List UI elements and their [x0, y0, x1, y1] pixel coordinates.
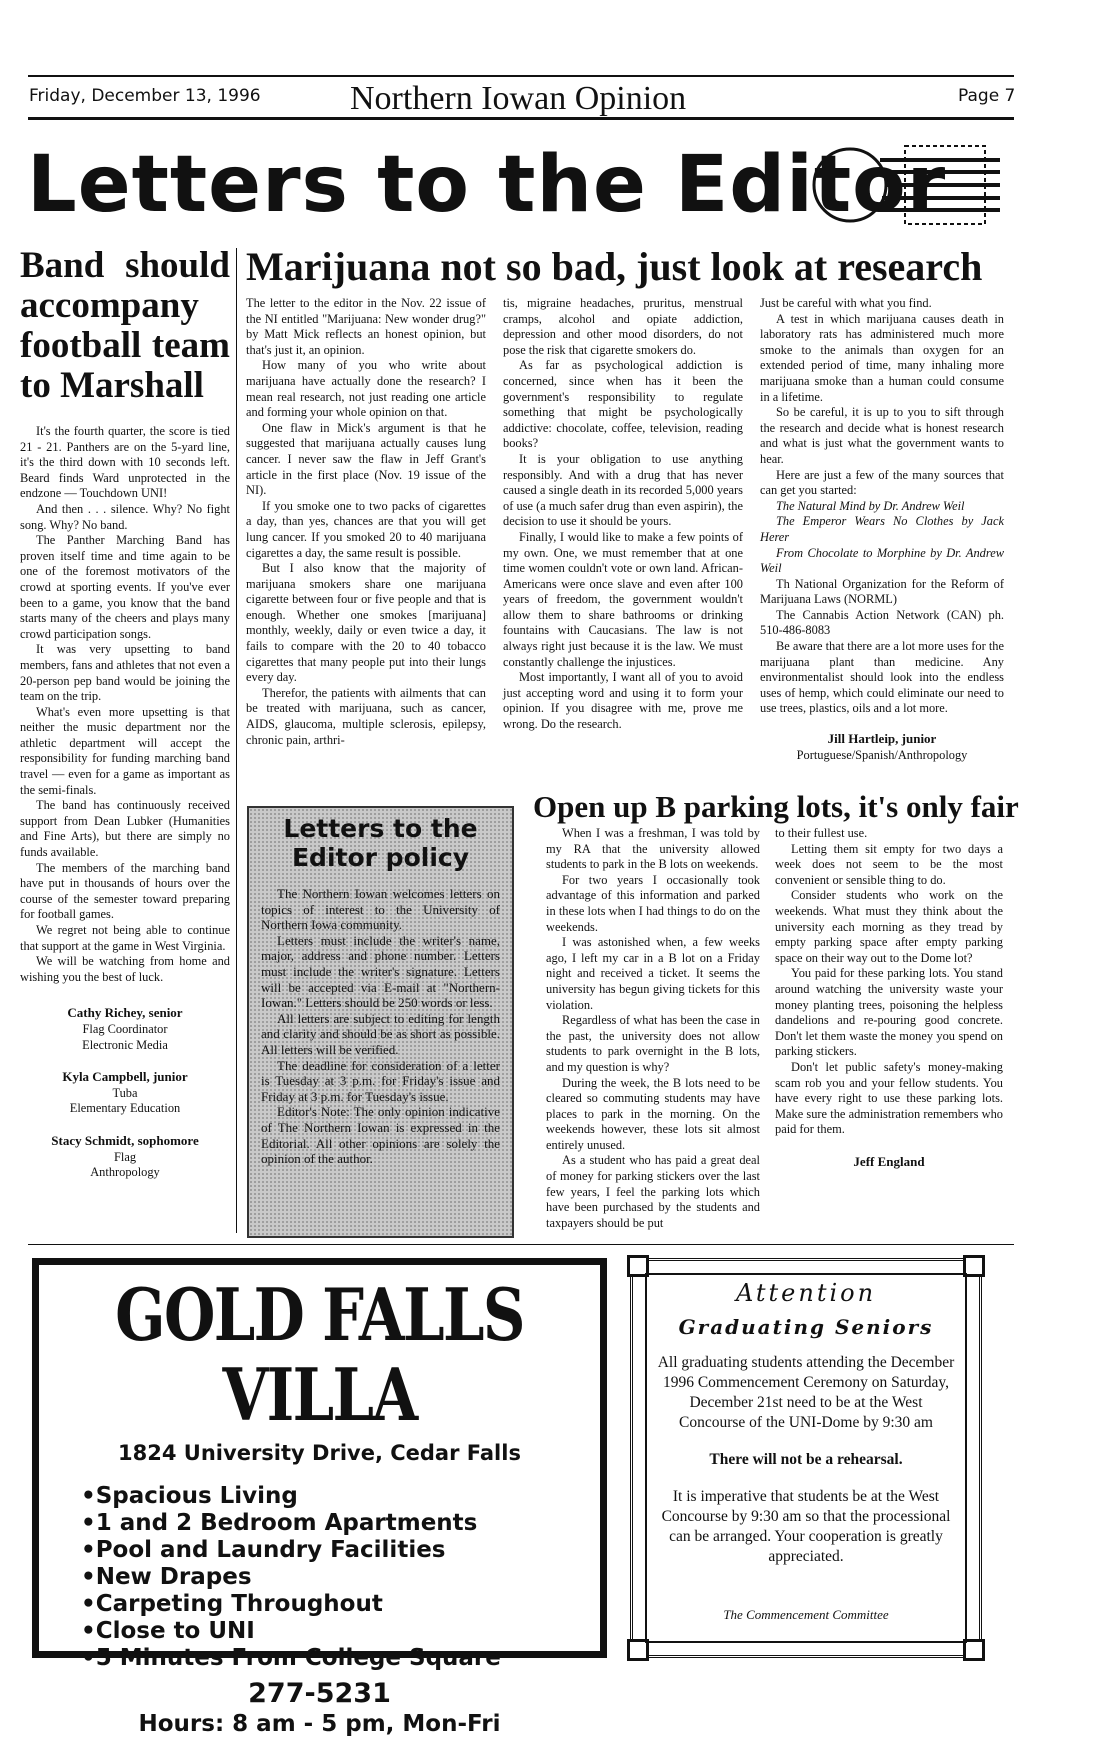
signer-role: Tuba — [112, 1085, 138, 1100]
ad-feature: • Pool and Laundry Facilities — [81, 1537, 600, 1564]
ad-business-name: GOLD FALLS VILLA — [115, 1272, 524, 1437]
paragraph: For two years I occasionally took advantage of this information and parked in these lots when I had things to do on the weekends. — [546, 872, 760, 934]
signer-major: Electronic Media — [82, 1037, 168, 1052]
paragraph: Finally, I would like to make a few points of my own. One, we must remember that at one time women couldn't vote or own land. African-Americans were once slave and even after 100 years of freedom, the government wouldn't allow them to share bathrooms or drinking fountains with Caucasians. The law is not always right just because it is the law. We must constantly challenge the injustices. — [503, 529, 743, 669]
marijuana-headline: Marijuana not so bad, just look at research — [246, 244, 983, 289]
paragraph: We regret not being able to continue that support at the game in West Virginia. — [20, 923, 230, 953]
band-signer-3 — [20, 1133, 230, 1181]
signer-major: Anthropology — [90, 1165, 160, 1180]
ad-feature-list — [81, 1483, 600, 1672]
issue-date: Friday, December 13, 1996 — [29, 86, 261, 106]
band-headline: Band should accompany football team to Marshall — [20, 245, 230, 406]
notice-body: All graduating students attending the December 1996 Commencement Ceremony on Saturday, December 21st need to be at the West Concourse of the UNI-Dome by 9:30 am — [657, 1354, 955, 1431]
marijuana-signer — [760, 731, 1004, 763]
paragraph: Just be careful with what you find. — [760, 296, 932, 310]
band-body — [20, 424, 230, 985]
paragraph: But I also know that the majority of marijuana smokers share one marijuana cigarette between four or five people and that is enough. Whether one smokes [marijuana] monthly, weekly, daily or even twice a day, it fails to compare with the 20 to 40 tobacco cigarettes that many people put into their lungs every day. — [246, 561, 486, 685]
paragraph: As a student who has paid a great deal of money for parking stickers over the last few years, I feel the parking lots which have been purchased by the students and taxpayers should be put — [546, 1153, 760, 1230]
band-signer-2 — [20, 1069, 230, 1117]
paragraph: Editor's Note: The only opinion indicative of The Northern Iowan is expressed in the Editorial. All other opinions are solely the opinion of the author. — [261, 1104, 500, 1167]
policy-body — [249, 886, 512, 1167]
paragraph: Letting them sit empty for two days a week does not seem to be the most convenient or sensible thing to do. — [775, 841, 1003, 887]
paragraph: If you smoke one to two packs of cigarettes a day, than yes, chances are that you will get lung cancer. If you smoked 20 to 40 marijuana cigarettes a day, the same result is possible. — [246, 498, 486, 560]
paragraph: Consider students who work on the weekends. What must they think about the university each morning as they tread by empty parking space after empty parking space on their way out to the Dome lot? — [775, 888, 1003, 965]
ad-feature: • Close to UNI — [81, 1618, 600, 1645]
notice-emphasis: There will not be a rehearsal. — [709, 1451, 903, 1468]
ad-feature: • 1 and 2 Bedroom Apartments — [81, 1510, 600, 1537]
signer-role: Flag — [113, 1149, 137, 1164]
ad-feature: • New Drapes — [81, 1564, 600, 1591]
policy-title — [249, 814, 512, 872]
paragraph: Most importantly, I want all of you to avoid just accepting word and using it to form your opinion. If you disagree with me, prove me wrong. Do the research. — [503, 670, 743, 732]
signer-major: Portuguese/Spanish/Anthropology — [796, 747, 968, 762]
parking-signer — [775, 1154, 1003, 1171]
source-item: Th National Organization for the Reform of Marijuana Laws (NORML) — [760, 576, 1004, 607]
source-item: The Natural Mind by Dr. Andrew Weil — [776, 498, 965, 513]
paragraph: One flaw in Mick's argument is that he suggested that marijuana actually causes lung cancer. I never saw the flaw in Jeff Grant's article in the first place (Nov. 19 issue of the NI). — [246, 420, 486, 498]
band-letter — [20, 246, 230, 1181]
paragraph: And then . . . silence. Why? No fight song. Why? No band. — [20, 501, 230, 532]
paragraph: We will be watching from home and wishing you the best of luck. — [20, 954, 230, 984]
parking-headline: Open up B parking lots, it's only fair — [533, 789, 1019, 824]
signer-name: Cathy Richey, senior — [67, 1005, 183, 1021]
header-bottom-rule — [28, 117, 1014, 120]
paragraph: to their fullest use. — [775, 826, 868, 840]
ad-hours: Hours: 8 am - 5 pm, Mon-Fri — [138, 1711, 501, 1737]
parking-col-1 — [546, 826, 760, 1231]
signer-name: Kyla Campbell, junior — [62, 1069, 188, 1085]
signer-name: Jill Hartleip, junior — [827, 731, 937, 747]
paragraph: I was astonished when, a few weeks ago, I left my car in a B lot on a Friday night and received a ticket. It seems the university has begun giving tickets for this violation. — [546, 935, 760, 1012]
ad-section-rule — [28, 1244, 1014, 1245]
signer-major: Elementary Education — [69, 1101, 181, 1116]
source-item: The Emperor Wears No Clothes by Jack Herer — [760, 514, 1004, 544]
notice-inner-frame — [645, 1273, 967, 1643]
notice-subtitle: Graduating Seniors — [678, 1315, 934, 1339]
ad-feature: • 5 Minutes From College Square — [81, 1645, 600, 1672]
paragraph: Therefor, the patients with ailments that can be treated with marijuana, such as cancer, AIDS, glaucoma, multiple sclerosis, epilepsy, chronic pain, arthri- — [246, 685, 486, 747]
paragraph: The members of the marching band have put in thousands of hours over the course of the semester toward preparing for football games. — [20, 860, 230, 922]
section-banner: Letters to the Editor — [27, 140, 947, 230]
band-signer-1 — [20, 1005, 230, 1053]
paragraph: The Northern Iowan welcomes letters on topics of interest to the University of Northern Iowa community. — [261, 886, 500, 933]
signer-name: Jeff England — [853, 1153, 925, 1169]
marijuana-col-2 — [503, 296, 743, 733]
paragraph: The Panther Marching Band has proven itself time and time again to be one of the foremost motivators of the crowd at sporting events. If you've ever been to a game, you know that the band starts many of the cheers and plays many crowd participation songs. — [20, 533, 230, 641]
source-item: From Chocolate to Morphine by Dr. Andrew Weil — [760, 545, 1004, 576]
paragraph: As far as psychological addiction is concerned, since when has it been the government's responsibility to regulate something that might be psychologically addictive: chocolate, coffee, television, reading books? — [503, 358, 743, 451]
section-title: Northern Iowan Opinion — [350, 80, 687, 117]
source-item: The Cannabis Action Network (CAN) ph. 510-486-8083 — [760, 607, 1004, 638]
paragraph: You paid for these parking lots. You stand around watching the university waste your money planting trees, poisoning the helpless dandelions and re-pouring good concrete. Don't let them waste the money you spend on parking stickers. — [775, 966, 1003, 1059]
notice-title: Attention — [735, 1279, 877, 1307]
signer-name: Stacy Schmidt, sophomore — [51, 1132, 199, 1148]
paragraph: Letters must include the writer's name, major, address and phone number. Letters must include the writer's signature. Letters will be accepted via E-mail at "Northern-Iowan." Letters should be 250 words or less. — [261, 932, 500, 1011]
paragraph: All letters are subject to editing for length and clarity and should be as short as possible. All letters will be verified. — [261, 1010, 500, 1057]
header-top-rule — [28, 75, 1014, 77]
paragraph: Don't let public safety's money-making scam rob you and your fellow students. You have every right to use these parking lots. Make sure the administration remembers who paid for them. — [775, 1059, 1003, 1137]
paragraph: How many of you who write about marijuana have actually done the research? I mean real research, not just reading one article and forming your whole opinion on that. — [246, 358, 486, 420]
signer-role: Flag Coordinator — [82, 1021, 168, 1036]
marijuana-col-1 — [246, 296, 486, 748]
paragraph: It was very upsetting to band members, fans and athletes that not even a 20-person pep band would be joining the team on the trip. — [20, 642, 230, 704]
paragraph: Regardless of what has been the case in the past, the university does not allow students to park overnight in the B lots, and my question is why? — [546, 1013, 760, 1074]
editor-policy-box — [247, 806, 514, 1238]
paragraph: It's the fourth quarter, the score is tied 21 - 21. Panthers are on the 5-yard line, it's the third down with 10 seconds left. Beard finds Ward unprotected in the endzone — Touchdown UNI! — [20, 424, 230, 501]
gold-falls-villa-ad — [32, 1258, 607, 1737]
ad-phone: 277-5231 — [248, 1678, 391, 1709]
paragraph: tis, migraine headaches, pruritus, menstrual cramps, alcohol and opiate addiction, depression and other mood disorders, do not pose the risk that cigarette smokers do. — [503, 296, 743, 357]
ad-feature: • Spacious Living — [81, 1483, 600, 1510]
paragraph: What's even more upsetting is that neither the music department nor the athletic department will accept the responsibility for funding marching band travel — even for a game as important as the semi-finals. — [20, 704, 230, 797]
ad-address: 1824 University Drive, Cedar Falls — [118, 1441, 521, 1465]
policy-title-line-2: Editor policy — [291, 843, 470, 872]
paragraph: When I was a freshman, I was told by my RA that the university allowed students to park in the B lots on weekends. — [546, 826, 760, 872]
paragraph: The letter to the editor in the Nov. 22 issue of the NI entitled "Marijuana: New wonder drug?" by Matt Mick reflects an honest opinion, but that's just it, an opinion. — [246, 296, 486, 357]
paragraph: During the week, the B lots need to be cleared so commuting students may have places to park in the morning. On the weekends however, these lots sit almost entirely unused. — [546, 1075, 760, 1152]
paragraph: A test in which marijuana causes death in laboratory rats has administered much more smoke to the animals than oxygen for an extended period of time, many inhaling more marijuana smoke than a human could consume in a lifetime. — [760, 311, 1004, 404]
paragraph: The deadline for consideration of a letter is Tuesday at 3 p.m. for Friday's issue and Friday at 3 p.m. for Tuesday's issue. — [261, 1057, 500, 1104]
paragraph: The band has continuously received support from Dean Lubker (Humanities and Fine Arts), but there are simply no funds available. — [20, 798, 230, 860]
page-number: Page 7 — [958, 86, 1016, 106]
notice-body-2: It is imperative that students be at the West Concourse by 9:30 am so that the processional can be arranged. Your cooperation is greatly appreciated. — [661, 1488, 951, 1565]
graduation-notice-ad — [630, 1258, 982, 1658]
paragraph: Here are just a few of the many sources that can get you started: — [760, 467, 1004, 498]
ad-feature: • Carpeting Throughout — [81, 1591, 600, 1618]
marijuana-col-3 — [760, 296, 1004, 763]
paragraph: So be careful, it is up to you to sift through the research and decide what is honest research and what is just what the government wants to hear. — [760, 405, 1004, 466]
parking-col-2 — [775, 826, 1003, 1170]
policy-title-line-1: Letters to the — [283, 814, 478, 843]
paragraph: Be aware that there are a lot more uses for the marijuana plant than medicine. Any environmentalist should look into the endless uses of hemp, which could eliminate our need to use trees, plastics, oils and a lot more. — [760, 639, 1004, 716]
column-divider — [236, 248, 237, 1233]
paragraph: It is your obligation to use anything responsibly. And with a drug that has never caused a single death in its recorded 5,000 years of use (a much safer drug than even aspirin), the decision to use it should be yours. — [503, 451, 743, 529]
notice-signature: The Commencement Committee — [723, 1607, 889, 1622]
postmark-stamp-icon — [810, 142, 1000, 228]
